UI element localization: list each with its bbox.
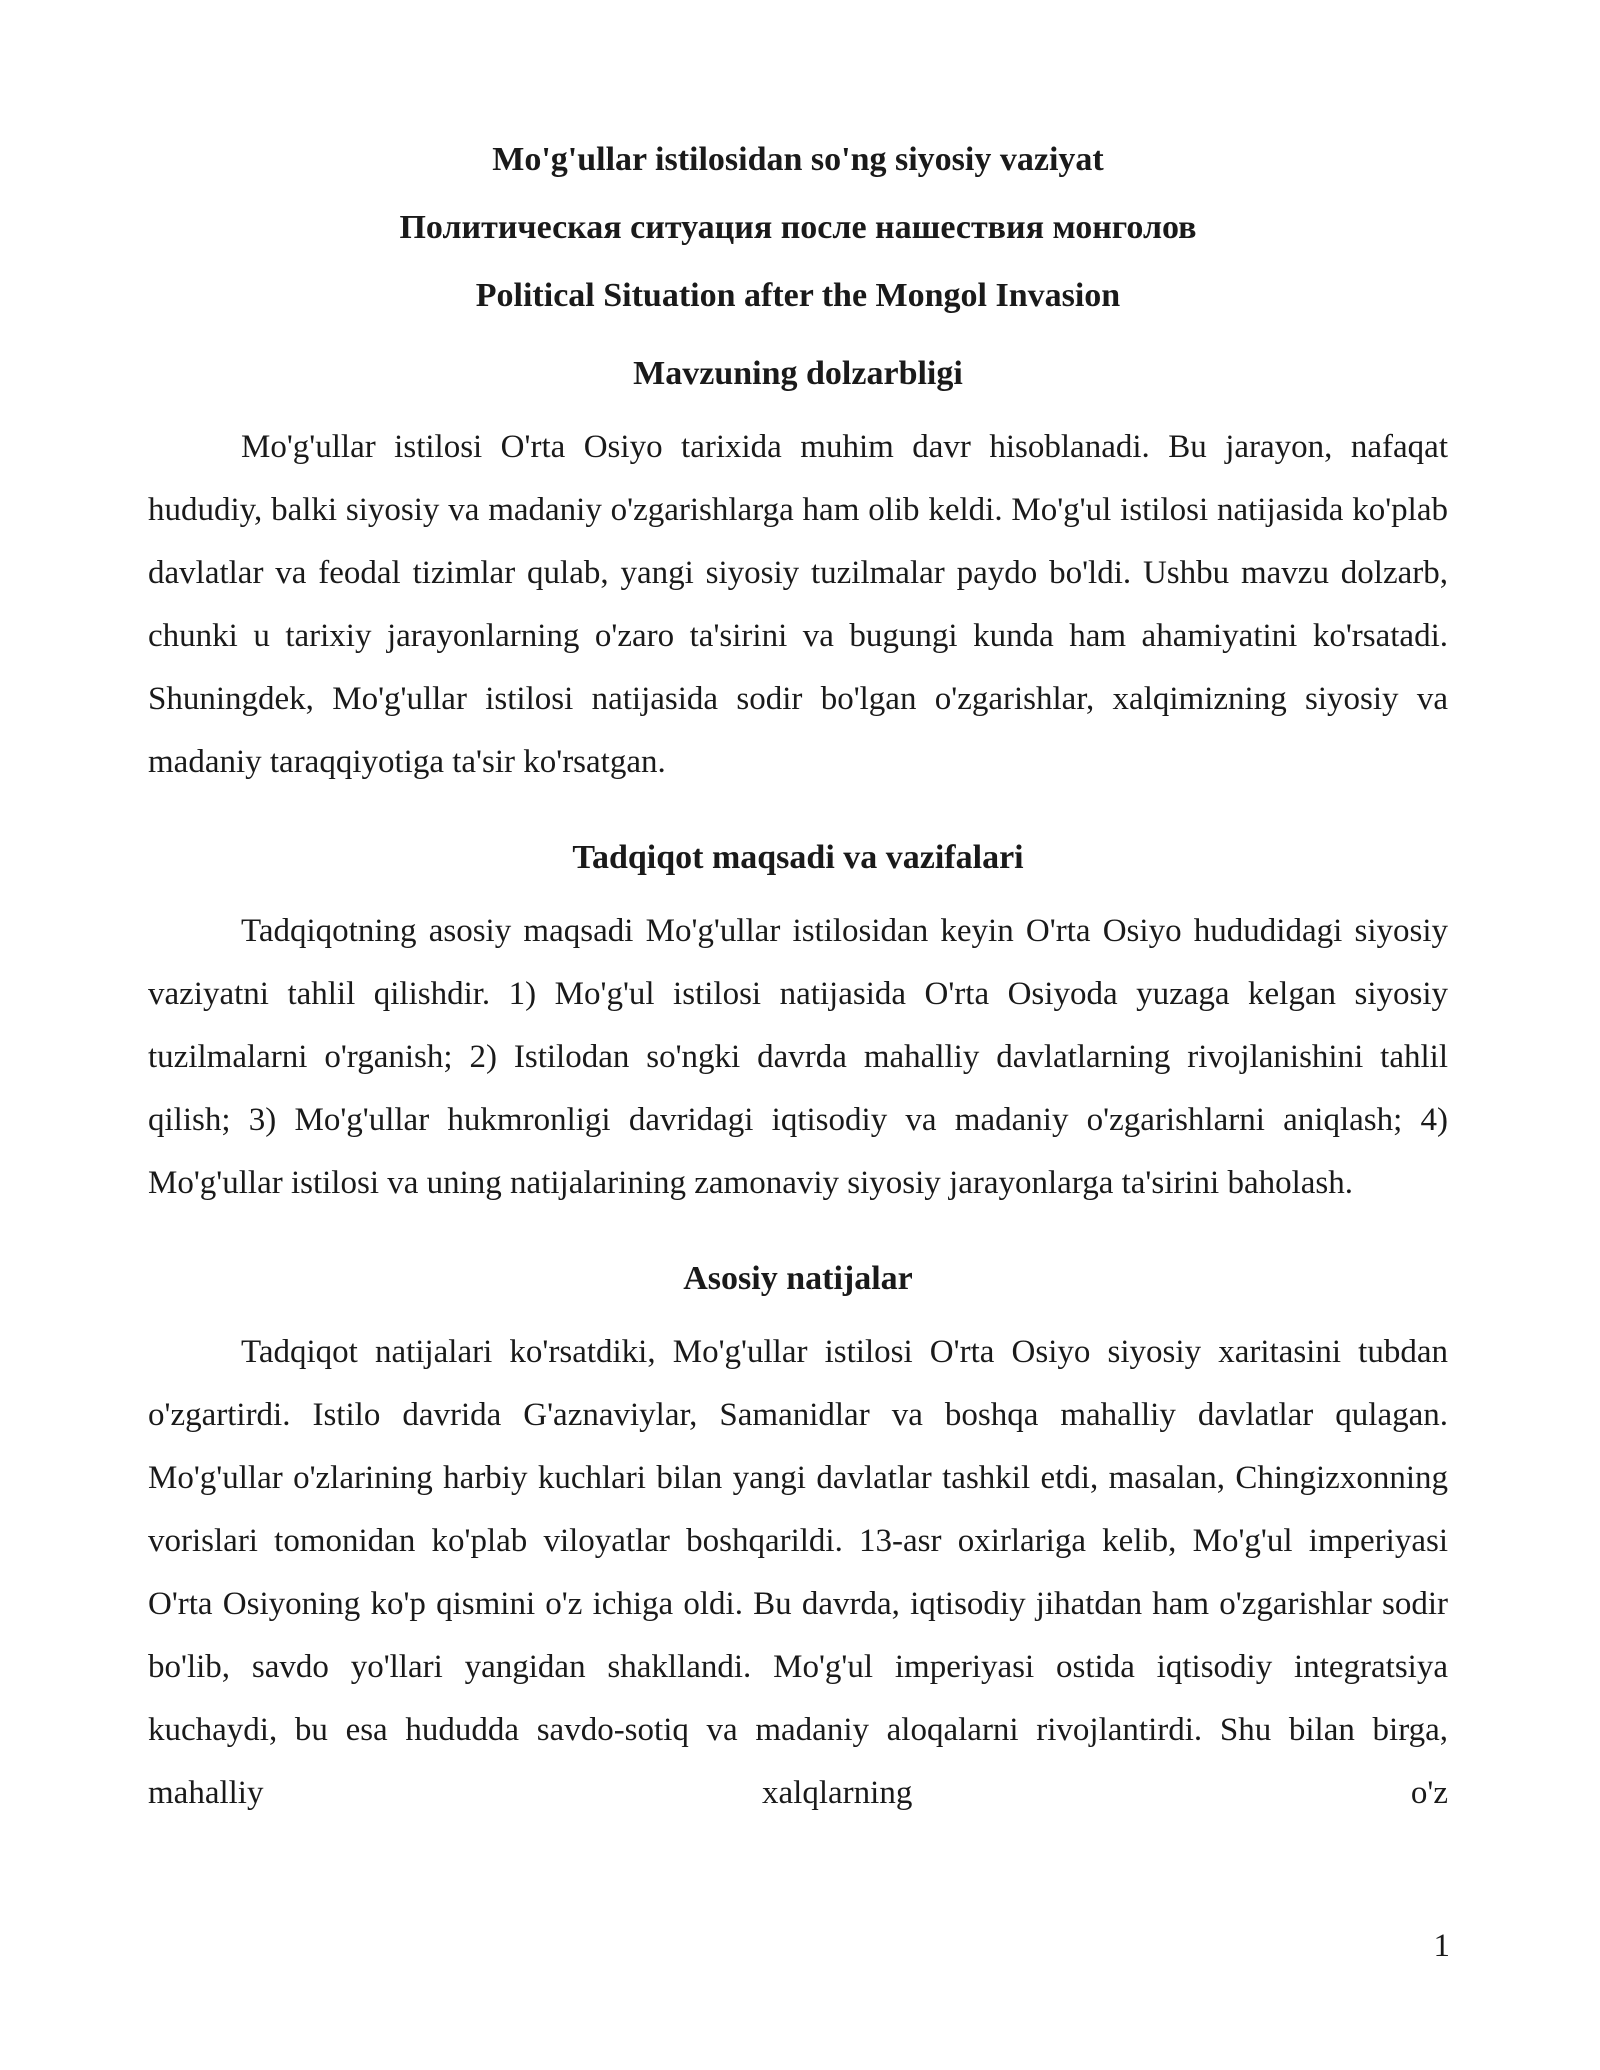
page-number: 1: [1433, 1928, 1450, 1964]
section-heading-goals: Tadqiqot maqsadi va vazifalari: [572, 839, 1024, 876]
section-heading-results: Asosiy natijalar: [683, 1260, 913, 1297]
title-english: Political Situation after the Mongol Invasion: [475, 277, 1121, 314]
title-uzbek: Mo'g'ullar istilosidan so'ng siyosiy vaziyat: [492, 141, 1104, 178]
section-paragraph-relevance: Mo'g'ullar istilosi O'rta Osiyo tarixida muhim davr hisoblanadi. Bu jarayon, nafaqat hududiy, balki siyosiy va madaniy o'zgarishlarga ham olib keldi. Mo'g'ul istilosi natijasida ko'plab davlatlar va feodal tizimlar qulab, yangi siyosiy tuzilmalar paydo bo'ldi. Ushbu mavzu dolzarb, chunki u tarixiy jarayonlarning o'zaro ta'sirini va bugungi kunda ham ahamiyatini ko'rsatadi. Shuningdek, Mo'g'ullar istilosi natijasida sodir bo'lgan o'zgarishlar, xalqimizning siyosiy va madaniy taraqqiyotiga ta'sir ko'rsatgan.: [148, 429, 1448, 780]
section-heading-relevance: Mavzuning dolzarbligi: [633, 355, 963, 392]
document-page: [148, 140, 1448, 1825]
section-paragraph-goals: Tadqiqotning asosiy maqsadi Mo'g'ullar istilosidan keyin O'rta Osiyo hududidagi siyosiy vaziyatni tahlil qilishdir. 1) Mo'g'ul istilosi natijasida O'rta Osiyoda yuzaga kelgan siyosiy tuzilmalarni o'rganish; 2) Istilodan so'ngki davrda mahalliy davlatlarning rivojlanishini tahlil qilish; 3) Mo'g'ullar hukmronligi davridagi iqtisodiy va madaniy o'zgarishlarni aniqlash; 4) Mo'g'ullar istilosi va uning natijalarining zamonaviy siyosiy jarayonlarga ta'sirini baholash.: [148, 913, 1448, 1201]
section-paragraph-results: Tadqiqot natijalari ko'rsatdiki, Mo'g'ullar istilosi O'rta Osiyo siyosiy xaritasini tubdan o'zgartirdi. Istilo davrida G'aznaviylar, Samanidlar va boshqa mahalliy davlatlar qulagan. Mo'g'ullar o'zlarining harbiy kuchlari bilan yangi davlatlar tashkil etdi, masalan, Chingizxonning vorislari tomonidan ko'plab viloyatlar boshqarildi. 13-asr oxirlariga kelib, Mo'g'ul imperiyasi O'rta Osiyoning ko'p qismini o'z ichiga oldi. Bu davrda, iqtisodiy jihatdan ham o'zgarishlar sodir bo'lib, savdo yo'llari yangidan shakllandi. Mo'g'ul imperiyasi ostida iqtisodiy integratsiya kuchaydi, bu esa hududda savdo-sotiq va madaniy aloqalarni rivojlantirdi. Shu bilan birga, mahalliy xalqlarning o'z: [148, 1334, 1448, 1811]
title-russian: Политическая ситуация после нашествия монголов: [399, 209, 1197, 246]
